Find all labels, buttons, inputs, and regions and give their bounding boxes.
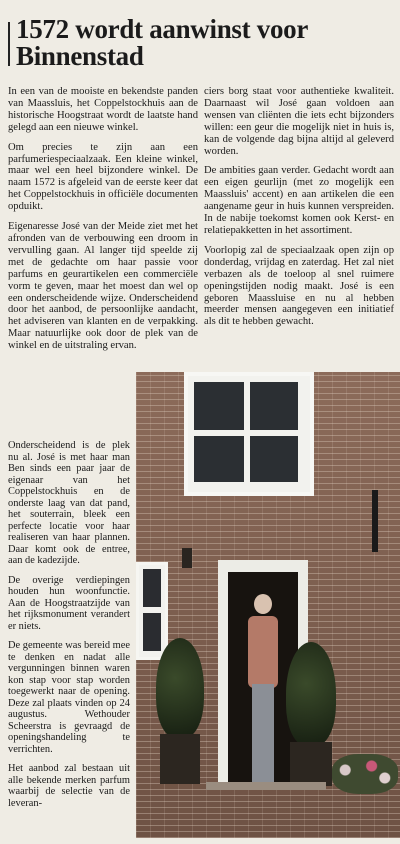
- person-body: [248, 616, 278, 688]
- upper-window: [184, 372, 314, 496]
- article-headline: 1572 wordt aanwinst voor Binnenstad: [16, 14, 308, 71]
- headline-rule: [8, 22, 10, 66]
- paragraph: Onderscheidend is de plek nu al. José is met haar man Ben sinds een paar jaar de eigenaar van het Coppelstockhuis en de onderste laag van dat pand, het souterrain, bleek een perfecte locatie voor haar realiseren van haar plannen. Daar komt ook de entree, aan de kadezijde.: [8, 440, 130, 566]
- paragraph: In een van de mooiste en bekendste panden van Maassluis, het Coppelstockhuis aan de historische Hoogstraat wordt de laatste hand gelegd aan een nieuwe winkel.: [8, 86, 198, 133]
- wall-anchor: [372, 490, 378, 552]
- column-1-continued: [8, 440, 130, 817]
- column-1: [8, 86, 198, 360]
- paragraph: Eigenaresse José van der Meide ziet met het afronden van de verbouwing een droom in vervulling gaan. Al langer tijd speelde zij met de gedachte om haar passie voor parfums en geurartikelen een commerciële vorm te geven, maar het moest dan wel op een onderscheidende wijze. Onderscheidend door het aanbod, de persoonlijke aandacht, het adviseren van klanten en de verpakking. Maar natuurlijke ook door de plek van de winkel en de uitstraling ervan.: [8, 221, 198, 352]
- person: [254, 594, 272, 614]
- paragraph: Het aanbod zal bestaan uit alle bekende merken parfum waarbij de selectie van de leveran-: [8, 763, 130, 809]
- paragraph: ciers borg staat voor authentieke kwaliteit. Daarnaast wil José gaan voldoen aan wensen van cliënten die iets echt bijzonders willen: een geur die mogelijk niet in huis is, kan de volgende dag bijna altijd al geleverd worden.: [204, 86, 394, 157]
- paragraph: De gemeente was bereid mee te denken en nadat alle vergunningen binnen waren kon stap voor stap worden toegewerkt naar de opening. Deze zal plaats vinden op 24 augustus. Wethouder Scheerstra is gevraagd de openingshandeling te verrichten.: [8, 640, 130, 755]
- paragraph: De overige verdiepingen houden hun woonfunctie. Aan de Hoogstraatzijde van het rijksmonument verandert er niets.: [8, 574, 130, 632]
- pot-right: [290, 742, 332, 786]
- column-2: [204, 86, 394, 336]
- storefront-photo: [136, 372, 400, 838]
- wall-lamp: [182, 548, 192, 568]
- paragraph: De ambities gaan verder. Gedacht wordt aan een eigen geurlijn (met zo mogelijk een Maassluis' accent) en aan artikelen die een aangename geur in huis kunnen verspreiden. In de nabije toekomst komen ook Kerst- en relatiepakketten in het assortiment.: [204, 165, 394, 236]
- plant-left: [156, 638, 204, 738]
- pot-left: [160, 734, 200, 784]
- flower-pot: [332, 754, 398, 794]
- plant-right: [286, 642, 336, 746]
- person-legs: [252, 684, 274, 782]
- paragraph: Om precies te zijn aan een parfumeriespeciaalzaak. Een kleine winkel, maar wel een heel bijzondere winkel. De naam 1572 is afgeleid van de eerste keer dat het Coppelstockhuis in officiële documenten opduikt.: [8, 141, 198, 213]
- doorstep: [206, 782, 326, 790]
- side-window: [136, 562, 168, 660]
- paragraph: Voorlopig zal de speciaalzaak open zijn op donderdag, vrijdag en zaterdag. Het zal niet verbazen als de toeloop al snel ruimere openingstijden nodig maakt. José is een geboren Maassluise en nu al hebben meerder mensen aangegeven een initiatief als dit te hebben gewacht.: [204, 244, 394, 328]
